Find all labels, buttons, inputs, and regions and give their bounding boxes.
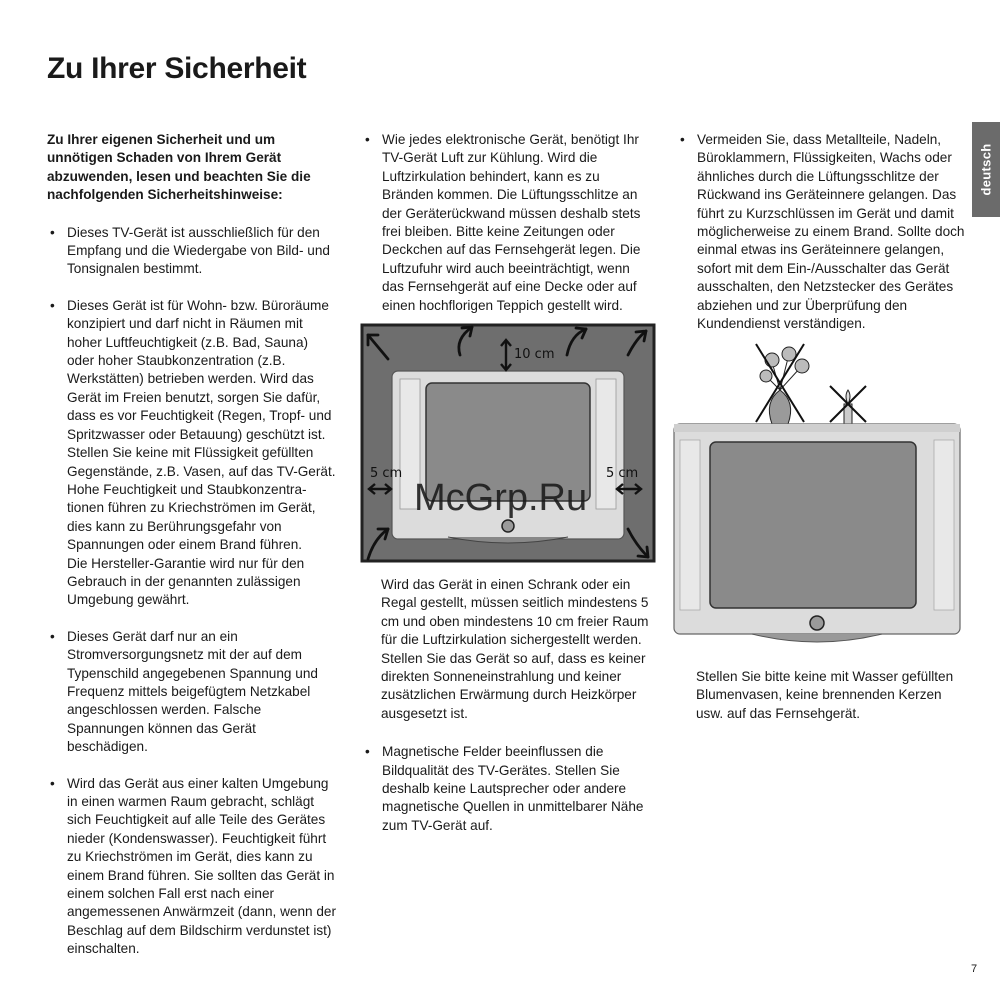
list-item [47, 297, 337, 610]
language-tab-label: deutsch [978, 143, 994, 196]
bullet-icon: • [50, 775, 55, 791]
right-clearance-label: 5 cm [606, 466, 639, 481]
column-3 [677, 131, 967, 351]
ventilation-clearance-figure [360, 323, 656, 565]
bullet-text: Wird das Gerät aus einer kalten Umgebung in einen warmen Raum gebracht, schlägt sich Feuchtigkeit auf alle Teile des Gerätes nieder (Kondenswasser). Feuchtigkeit führt zu Kriechströmen im Gerät, dies kann zu einem Brand führen. Sie sollten das Gerät in einem solchen Fall erst nach einer angemessenen Anwärmzeit (dann, wenn der Beschlag auf dem Bildschirm verdunstet ist) einschalten. [67, 775, 337, 957]
top-clearance-label: 10 cm [514, 347, 555, 362]
left-clearance-label: 5 cm [370, 466, 403, 481]
bullet-icon: • [50, 628, 55, 644]
language-tab [972, 122, 1000, 217]
tv-screen [710, 442, 916, 608]
bullet-icon: • [365, 744, 370, 760]
column-1 [47, 131, 337, 977]
page-number: 7 [971, 963, 978, 975]
list-item [47, 628, 337, 757]
flower-vase-icon [760, 347, 809, 424]
intro-text: Zu Ihrer eigenen Sicherheit und um unnötigen Schaden von Ihrem Gerät abzuwenden, lesen und beachten Sie die nachfolgenden Sicherheitshinweise: [47, 132, 311, 203]
list-item [677, 131, 967, 333]
list-item [47, 775, 337, 959]
bullet-text: Dieses Gerät ist für Wohn- bzw. Büroräume konzipiert und darf nicht in Räumen mit hoher Luftfeuchtigkeit (z.B. Bad, Sauna) oder hoher Staubkonzentration (z.B. Werkstätten) betrieben werden. Wird das Gerät im Freien benutzt, sorgen Sie dafür, dass es vor Feuchtigkeit (Regen, Tropf- und Spritzwasser oder Betauung) geschützt ist. Stellen Sie keine mit Flüssigkeit gefüllten Gegenstände, z.B. Vasen, auf das TV-Gerät. Hohe Feuchtigkeit und Staubkonzentra-tionen führen zu Kriechströmen im Gerät, dies kann zu Berührungsgefahr von Spannungen oder einem Brand führen. [67, 297, 336, 553]
bullet-icon: • [50, 224, 55, 240]
vase-warning-text: Stellen Sie bitte keine mit Wasser gefüllten Blumenvasen, keine brennenden Kerzen usw. auf das Fernsehgerät. [696, 669, 954, 721]
bullet-text: Wie jedes elektronische Gerät, benötigt Ihr TV-Gerät Luft zur Kühlung. Wird die Luftzirkulation behindert, kann es zu Bränden kommen. Die Lüftungsschlitze an der Geräterückwand müssen deshalb stets frei bleiben. Bitte keine Zeitungen oder Deckchen auf das Fernsehgerät legen. Die Luftzufuhr wird auch beeinträchtigt, wenn das Fernsehgerät auf eine Decke oder auf einen hochflorigen Teppich gestellt wird. [382, 132, 641, 313]
bullet-icon: • [680, 132, 685, 147]
bullet-text: Vermeiden Sie, dass Metallteile, Nadeln, Büroklammern, Flüssigkeiten, Wachs oder ähnliches durch die Lüftungsschlitze der Rückwand ins Geräteinnere gelangen. Das führt zu Kurzschlüssen im Gerät und damit möglicherweise zu einem Brand. Sollte doch einmal etwas ins Geräteinnere gelangen, sofort mit dem Ein-/Ausschalter das Gerät ausschalten, den Netzstecker des Gerätes abziehen und zur Überprüfung den Kundendienst verständigen. [697, 132, 965, 332]
bullet-icon: • [50, 297, 55, 313]
cabinet-text: Wird das Gerät in einen Schrank oder ein Regal gestellt, müssen seitlich mindestens 5 cm und oben mindestens 10 cm freier Raum für die Luftzirkulation sichergestellt werden. [381, 577, 649, 648]
page-title: Zu Ihrer Sicherheit [47, 52, 307, 85]
bullet-text: Dieses TV-Gerät ist ausschließlich für den Empfang und die Wiedergabe von Bild- und Tonsignalen bestimmt. [67, 224, 330, 277]
list-item [362, 743, 652, 835]
bullet-icon: • [365, 132, 370, 147]
watermark: McGrp.Ru [414, 477, 588, 519]
paragraph [677, 668, 967, 723]
list-item [47, 224, 337, 279]
bullet-text: Dieses Gerät darf nur an ein Stromversorgungsnetz mit der auf dem Typenschild angegebenen Spannung und Frequenz mittels beigefügtem Netzkabel angeschlossen werden. Falsche Spannungen können das Gerät beschädigen. [67, 628, 318, 755]
column-2-lower [362, 576, 652, 853]
sunlight-text: Stellen Sie das Gerät so auf, dass es keiner direkten Sonneneinstrahlung und keiner zusätzlichen Erwärmung durch Heizkörper ausgesetzt ist. [381, 650, 646, 721]
no-vase-figure [672, 338, 962, 656]
list-item [362, 131, 652, 315]
power-button-icon [502, 520, 514, 532]
bullet-text: Magnetische Felder beeinflussen die Bildqualität des TV-Gerätes. Stellen Sie deshalb keine Lautsprecher oder andere magnetische Quellen in unmittelbarer Nähe zum TV-Gerät auf. [382, 744, 644, 833]
power-button-icon [810, 616, 824, 630]
column-2 [362, 131, 652, 333]
column-3-lower [677, 668, 967, 723]
paragraph [362, 576, 652, 723]
warranty-note: Die Hersteller-Garantie wird nur für den Gebrauch in der genannten zulässigen Umgebung gewährt. [67, 555, 305, 608]
